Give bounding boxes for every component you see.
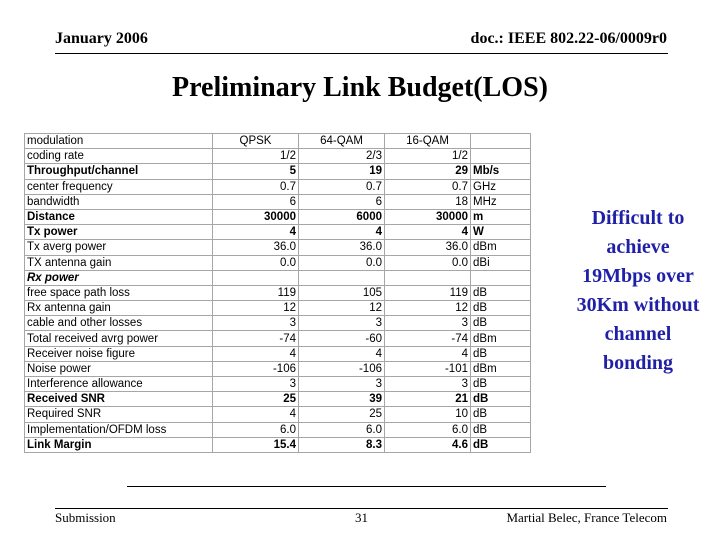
unit-cell: dBi [471,255,531,270]
unit-cell: Mb/s [471,164,531,179]
value-cell: 6 [213,194,299,209]
note-line: channel [604,323,672,345]
value-cell: 4 [299,225,385,240]
value-cell: 4 [385,225,471,240]
value-cell: 19 [299,164,385,179]
unit-cell: dB [471,301,531,316]
header-doc-id: doc.: IEEE 802.22-06/0009r0 [470,30,667,47]
row-label: Tx averg power [25,240,213,255]
table-row [25,255,531,270]
footer-page-number: 31 [355,510,368,525]
value-cell: 3 [385,377,471,392]
unit-cell: dB [471,407,531,422]
table-row [25,392,531,407]
value-cell: 29 [385,164,471,179]
value-cell: 0.7 [299,179,385,194]
row-label: Implementation/OFDM loss [25,422,213,437]
value-cell: 1/2 [385,149,471,164]
footer-author: Martial Belec, France Telecom [506,510,667,525]
row-label: bandwidth [25,194,213,209]
table-row [25,194,531,209]
row-label: Interference allowance [25,377,213,392]
value-cell: 2/3 [299,149,385,164]
unit-cell: dB [471,392,531,407]
table-header-row [25,134,531,149]
table-row [25,149,531,164]
table-row [25,225,531,240]
value-cell: 0.7 [385,179,471,194]
value-cell: 4 [385,346,471,361]
value-cell: 30000 [213,209,299,224]
value-cell: -106 [299,361,385,376]
table-row [25,209,531,224]
unit-cell: dBm [471,361,531,376]
value-cell: 6.0 [213,422,299,437]
value-cell: -101 [385,361,471,376]
row-label: coding rate [25,149,213,164]
unit-cell: dB [471,346,531,361]
header-cell: 16-QAM [385,134,471,149]
value-cell: -74 [385,331,471,346]
value-cell: 30000 [385,209,471,224]
unit-cell: dB [471,377,531,392]
value-cell: 3 [299,316,385,331]
row-label: Distance [25,209,213,224]
unit-cell: m [471,209,531,224]
header-date: January 2006 [55,30,148,47]
value-cell: 0.7 [213,179,299,194]
value-cell: 12 [299,301,385,316]
unit-cell [471,270,531,285]
note-line: bonding [602,352,674,374]
value-cell: 25 [299,407,385,422]
value-cell: 10 [385,407,471,422]
value-cell: 39 [299,392,385,407]
value-cell [213,270,299,285]
value-cell: 6.0 [385,422,471,437]
link-budget-table [24,133,531,453]
value-cell: 4 [299,346,385,361]
value-cell: 36.0 [385,240,471,255]
value-cell: 36.0 [299,240,385,255]
value-cell: 15.4 [213,437,299,452]
table-row [25,316,531,331]
value-cell: 119 [213,285,299,300]
header-cell [471,134,531,149]
table-row [25,377,531,392]
row-label: Rx power [25,270,213,285]
row-label: center frequency [25,179,213,194]
row-label: Rx antenna gain [25,301,213,316]
value-cell: 0.0 [385,255,471,270]
row-label: cable and other losses [25,316,213,331]
header-rule [55,53,668,54]
value-cell: 4 [213,225,299,240]
row-label: Noise power [25,361,213,376]
row-label: TX antenna gain [25,255,213,270]
unit-cell: dBm [471,331,531,346]
row-label: Receiver noise figure [25,346,213,361]
row-label: Received SNR [25,392,213,407]
value-cell: -74 [213,331,299,346]
value-cell: 5 [213,164,299,179]
content-rule [127,486,606,487]
table-row [25,346,531,361]
row-label: Required SNR [25,407,213,422]
table-row [25,179,531,194]
table-row [25,331,531,346]
unit-cell: W [471,225,531,240]
note-line: Difficult to [591,207,685,229]
note-line: 19Mbps over [582,265,694,287]
row-label: Total received avrg power [25,331,213,346]
value-cell: 0.0 [213,255,299,270]
table-row [25,164,531,179]
unit-cell: MHz [471,194,531,209]
table-row [25,407,531,422]
row-label: Tx power [25,225,213,240]
value-cell: 3 [213,377,299,392]
table-row [25,361,531,376]
header-cell: QPSK [213,134,299,149]
value-cell: 12 [385,301,471,316]
table-row [25,285,531,300]
table-row [25,437,531,452]
header-cell: 64-QAM [299,134,385,149]
callout-note [548,204,720,378]
value-cell: 36.0 [213,240,299,255]
unit-cell: dB [471,316,531,331]
footer-rule [55,508,668,509]
row-label: Link Margin [25,437,213,452]
value-cell: 6 [299,194,385,209]
value-cell: 8.3 [299,437,385,452]
unit-cell: dB [471,437,531,452]
link-budget-table-container [24,133,530,453]
footer-submission: Submission [55,510,116,525]
value-cell: 25 [213,392,299,407]
unit-cell: dB [471,285,531,300]
note-line: 30Km without [576,294,700,316]
value-cell: 4 [213,346,299,361]
table-row [25,240,531,255]
value-cell: 0.0 [299,255,385,270]
unit-cell: GHz [471,179,531,194]
table-row [25,422,531,437]
row-label: free space path loss [25,285,213,300]
value-cell: -106 [213,361,299,376]
value-cell [385,270,471,285]
value-cell: 119 [385,285,471,300]
unit-cell [471,149,531,164]
unit-cell: dB [471,422,531,437]
value-cell: 6000 [299,209,385,224]
table-row [25,301,531,316]
table-row [25,270,531,285]
value-cell: 12 [213,301,299,316]
value-cell [299,270,385,285]
unit-cell: dBm [471,240,531,255]
value-cell: 3 [385,316,471,331]
value-cell: 21 [385,392,471,407]
value-cell: 4 [213,407,299,422]
value-cell: 105 [299,285,385,300]
value-cell: 6.0 [299,422,385,437]
header-cell: modulation [25,134,213,149]
value-cell: 3 [299,377,385,392]
value-cell: 3 [213,316,299,331]
value-cell: 4.6 [385,437,471,452]
note-line: achieve [606,236,670,258]
slide-title: Preliminary Link Budget(LOS) [172,72,548,103]
value-cell: 18 [385,194,471,209]
value-cell: -60 [299,331,385,346]
row-label: Throughput/channel [25,164,213,179]
value-cell: 1/2 [213,149,299,164]
